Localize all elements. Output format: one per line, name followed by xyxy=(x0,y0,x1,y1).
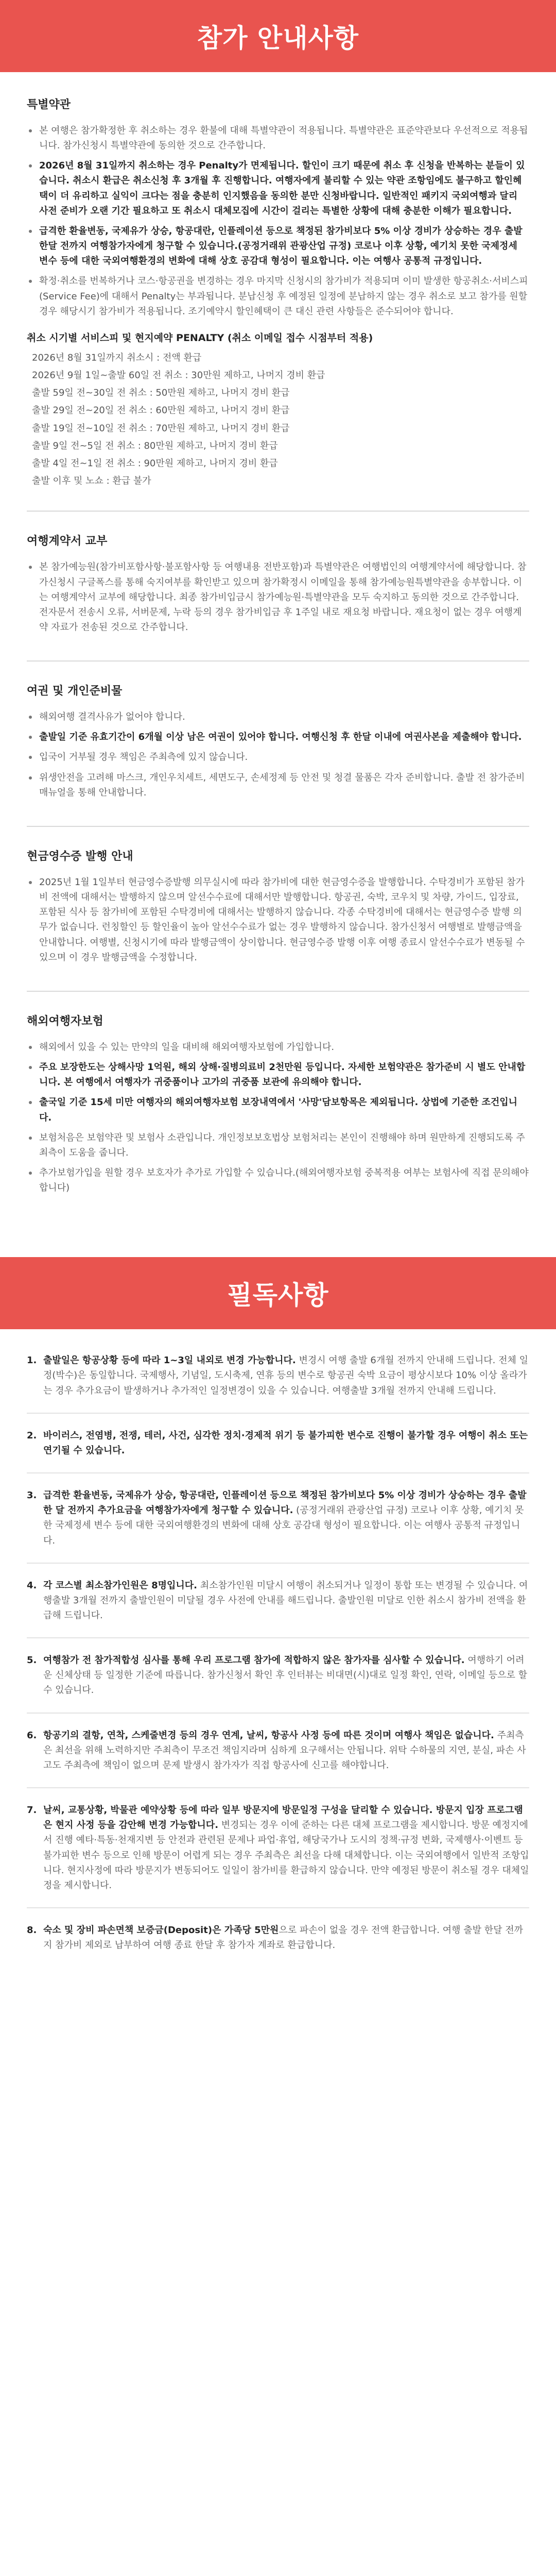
list-item: 해외여행 결격사유가 없어야 합니다. xyxy=(27,709,529,724)
section-receipt xyxy=(27,848,529,992)
penalty-line: 출발 19일 전~10일 전 취소 : 70만원 제하고, 나머지 경비 환급 xyxy=(32,422,290,434)
list-item: 입국이 거부될 경우 책임은 주최측에 있지 않습니다. xyxy=(27,750,529,765)
penalty-line: 2026년 9월 1일~출발 60일 전 취소 : 30만원 제하고, 나머지 경비 환급 xyxy=(32,370,325,381)
notice-title: 참가 안내사항 xyxy=(197,23,359,53)
item-number: 4. xyxy=(27,1580,37,1591)
section-title: 여행계약서 교부 xyxy=(27,535,108,548)
list-item: 출국일 기준 15세 미만 여행자의 해외여행자보험 보장내역에서 '사망'담보항목은 제외됩니다. 상법에 기준한 조건입니다. xyxy=(27,1095,529,1125)
must-read-item: 4. 각 코스별 최소참가인원은 8명입니다. 최소참가인원 미달시 여행이 취소되거나 일정이 통합 또는 변경될 수 있습니다. 여행출발 3개월 전까지 출발인원이 미달될 경우 사전에 안내를 해드립니다. 출발인원 미달로 인한 취소시 참가비 전액을 환급해 드립니다. xyxy=(27,1578,529,1638)
section-title: 특별약관 xyxy=(27,98,71,111)
list-item: 주요 보장한도는 상해사망 1억원, 해외 상해·질병의료비 2천만원 등입니다. 자세한 보험약관은 참가준비 시 별도 안내합니다. 본 여행에서 여행자가 귀중품이나 고가의 귀중품 보관에 유의해야 합니다. xyxy=(27,1060,529,1090)
list-item: 급격한 환율변동, 국제유가 상승, 항공대란, 인플레이션 등으로 책정된 참가비보다 5% 이상 경비가 상승하는 경우 출발 한달 전까지 여행참가자에게 청구할 수 있습니다.(공정거래위 관광산업 규정) 코로나 이후 상황, 예기치 못한 국제정세 변수 등에 대한 국외여행환경의 변화에 대해 상호 공감대 형성이 필요합니다. 이는 여행사 공통적 규정입니다. xyxy=(27,224,529,268)
list-item: 보험처음은 보험약관 및 보험사 소관입니다. 개인정보보호법상 보험처리는 본인이 진행해야 하며 원만하게 진행되도록 주최측이 도움을 줍니다. xyxy=(27,1130,529,1160)
item-number: 5. xyxy=(27,1655,37,1666)
item-number: 8. xyxy=(27,1925,37,1936)
section-title: 해외여행자보험 xyxy=(27,1014,103,1028)
penalty-line: 출발 29일 전~20일 전 취소 : 60만원 제하고, 나머지 경비 환급 xyxy=(32,405,290,416)
penalty-line: 2026년 8월 31일까지 취소시 : 전액 환급 xyxy=(32,352,202,363)
list-item: 본 여행은 참가확정한 후 취소하는 경우 환불에 대해 특별약관이 적용됩니다. 특별약관은 표준약관보다 우선적으로 적용됩니다. 참가신청시 특별약관에 동의한 것으로 간주합니다. xyxy=(27,123,529,153)
must-read-item: 1. 출발일은 항공상황 등에 따라 1~3일 내외로 변경 가능합니다. 변경시 여행 출발 6개월 전까지 안내해 드립니다. 전체 일정(박수)은 동일합니다. 국제행사, 기념일, 도시축제, 연휴 등의 변수로 항공권 숙박 요금이 평상시보다 10% 이상 올라가는 경우 추가요금이 발생하거나 추가적인 일정변경이 있을 수 있습니다. 여행출발 3개월 전까지 안내해 드립니다. xyxy=(27,1353,529,1413)
notice-content xyxy=(0,72,556,1247)
list-item: 확정·취소를 번복하거나 코스·항공권을 변경하는 경우 마지막 신청시의 참가비가 적용되며 이미 발생한 항공취소·서비스피(Service Fee)에 대해서 Penalty는 부과됩니다. 분납신청 후 예정된 일정에 분납하지 않는 경우 취소로 보고 참가를 원할 경우 해당시기 참가비가 적용됩니다. 조기예약시 할인혜택이 큰 대신 관련 사항들은 준수되어야 합니다. xyxy=(27,274,529,318)
item-number: 7. xyxy=(27,1805,37,1816)
penalty-line: 출발 59일 전~30일 전 취소 : 50만원 제하고, 나머지 경비 환급 xyxy=(32,387,290,399)
penalty-title: 취소 시기별 서비스피 및 현지예약 PENALTY (취소 이메일 접수 시점부터 적용) xyxy=(27,332,373,344)
must-read-item: 7. 날씨, 교통상황, 박물관 예약상황 등에 따라 일부 방문지에 방문일정 구성을 달리할 수 있습니다. 방문지 입장 프로그램은 현지 사정 등을 감안해 변경 가능합니다. 변경되는 경우 이에 준하는 다른 대체 프로그램을 제시합니다. 방문 예정지에서 진행 예타·특동·천재지변 등 안전과 관련된 문제나 파업·휴업, 해당국가나 도시의 정책·규정 변화, 국제행사·이벤트 등 불가피한 변수 등으로 인해 방문이 어렵게 되는 경우 주최측은 최선을 다해 대체합니다. 이는 국외여행에서 일반적 조항입니다. 현지사정에 따라 방문지가 변동되어도 일일이 참가비를 환급하지 않습니다. 만약 예정된 방문이 취소될 경우 대체일정을 제시합니다. xyxy=(27,1803,529,1908)
must-read-title: 필독사항 xyxy=(227,1280,329,1311)
list-item: 출발일 기준 유효기간이 6개월 이상 남은 여권이 있어야 합니다. 여행신청 후 한달 이내에 여권사본을 제출해야 합니다. xyxy=(27,730,529,744)
section-special-terms xyxy=(27,96,529,512)
list-item: 2025년 1월 1일부터 현금영수증발행 의무실시에 따라 참가비에 대한 현금영수증을 발행합니다. 수탁경비가 포함된 참가비 전액에 대해서는 발행하지 않으며 알선수수료에 대해서만 발행합니다. 항공권, 숙박, 코우치 및 차량, 가이드, 입장료, 포함된 식사 등 참가비에 포함된 수탁경비에 대해서는 발행하지 않습니다. 각종 수탁경비에 대해서는 현금영수증 발행 의무가 없습니다. 런칭할인 등 할인율이 높아 알선수수료가 없는 경우 발행하지 않습니다. 참가신청서 여행별로 발행금액을 안내합니다. 여행별, 신청시기에 따라 발행금액이 상이합니다. 현금영수증 발행 이후 여행 종료시 알선수수료가 변동될 수 있으며 이 경우 발행금액을 수정합니다. xyxy=(27,875,529,965)
list-item: 위생안전을 고려해 마스크, 개인우치세트, 세면도구, 손세정제 등 안전 및 청결 물품은 각자 준비합니다. 출발 전 참가준비 매뉴얼을 통해 안내합니다. xyxy=(27,770,529,800)
must-read-content xyxy=(0,1329,556,1987)
must-read-banner xyxy=(0,1257,556,1329)
section-insurance xyxy=(27,1012,529,1221)
item-number: 3. xyxy=(27,1490,37,1501)
must-read-item: 5. 여행참가 전 참가적합성 심사를 통해 우리 프로그램 참가에 적합하지 않은 참가자를 심사할 수 있습니다. 여행하기 어려운 신체상태 등 일정한 기준에 따릅니다. 참가신청서 확인 후 인터뷰는 비대면(시)대로 일정 확인, 연락, 이메일 등으로 할 수 있습니다. xyxy=(27,1653,529,1713)
section-title: 여권 및 개인준비물 xyxy=(27,685,123,698)
penalty-line: 출발 9일 전~5일 전 취소 : 80만원 제하고, 나머지 경비 환급 xyxy=(32,440,278,451)
must-read-item: 3. 급격한 환율변동, 국제유가 상승, 항공대란, 인플레이션 등으로 책정된 참가비보다 5% 이상 경비가 상승하는 경우 출발 한 달 전까지 추가요금을 여행참가자에게 청구할 수 있습니다. (공정거래위 관광산업 규정) 코로나 이후 상황, 예기치 못한 국제정세 변수 등에 대한 국외여행환경의 변화에 대해 상호 공감대 형성이 필요합니다. 이는 여행사 공통적 규정입니다. xyxy=(27,1488,529,1564)
penalty-line: 출발 4일 전~1일 전 취소 : 90만원 제하고, 나머지 경비 환급 xyxy=(32,458,278,469)
section-passport xyxy=(27,682,529,827)
must-read-item: 2. 바이러스, 전염병, 전쟁, 테러, 사건, 심각한 정치·경제적 위기 등 불가피한 변수로 진행이 불가할 경우 여행이 취소 또는 연기될 수 있습니다. xyxy=(27,1428,529,1473)
must-read-item: 8. 숙소 및 장비 파손면책 보증금(Deposit)은 가족당 5만원으로 파손이 없을 경우 전액 환급합니다. 여행 출발 한달 전까지 참가비 제외로 납부하여 여행 종료 한달 후 참가자 계좌로 환급합니다. xyxy=(27,1923,529,1967)
must-read-item: 6. 항공기의 결항, 연착, 스케줄변경 등의 경우 연계, 날씨, 항공사 사정 등에 따른 것이며 여행사 책임은 없습니다. 주최측은 최선을 위해 노력하지만 주최측이 무조건 책임지라며 심하게 요구해서는 안됩니다. 위탁 수하물의 지연, 분실, 파손 사고도 주최측에 책임이 없으며 문제 발생시 참가자가 직접 항공사에 신고를 해야합니다. xyxy=(27,1728,529,1788)
item-number: 2. xyxy=(27,1430,37,1441)
list-item: 해외에서 있을 수 있는 만약의 일을 대비해 해외여행자보험에 가입합니다. xyxy=(27,1040,529,1055)
notice-banner xyxy=(0,0,556,72)
list-item: 본 참가예능원(참가비포함사항·불포함사항 등 여행내용 전반포함)과 특별약관은 여행법인의 여행계약서에 해당합니다. 참가신청시 구글폭스를 통해 숙지여부를 확인받고 있으며 참가확정시 이메일을 통해 참가예능원특별약관을 송부합니다. 이는 여행계약서 교부에 해당합니다. 최종 참가비입금시 참가예능원·특별약관을 모두 숙지하고 동의한 것으로 간주합니다. 전자문서 전송시 오류, 서버문제, 누락 등의 경우 참가비입금 후 1주일 내로 재요청 바랍니다. 재요청이 없는 경우 여행계약 자료가 전송된 것으로 간주합니다. xyxy=(27,560,529,635)
section-contract xyxy=(27,532,529,662)
item-number: 1. xyxy=(27,1355,37,1366)
list-item: 2026년 8월 31일까지 취소하는 경우 Penalty가 면제됩니다. 할인이 크기 때문에 취소 후 신청을 반복하는 분들이 있습니다. 취소시 환급은 취소신청 후 3개월 후 진행합니다. 여행자에게 불리할 수 있는 약관 조항임에도 불구하고 할인혜택이 더 유리하고 실익이 크다는 점을 충분히 인지했음을 동의한 분만 신청바랍니다. 일반적인 패키지 국외여행과 달리 사전 준비가 오랜 기간 필요하고 또 취소시 대체모집에 시간이 걸리는 특별한 상황에 대해 충분한 이해가 필요합니다. xyxy=(27,158,529,218)
list-item: 추가보험가입을 원할 경우 보호자가 추가로 가입할 수 있습니다.(해외여행자보험 중복적용 여부는 보험사에 직접 문의해야 합니다) xyxy=(27,1165,529,1195)
item-number: 6. xyxy=(27,1730,37,1741)
penalty-line: 출발 이후 및 노쇼 : 환급 불가 xyxy=(32,476,151,487)
section-title: 현금영수증 발행 안내 xyxy=(27,850,133,863)
